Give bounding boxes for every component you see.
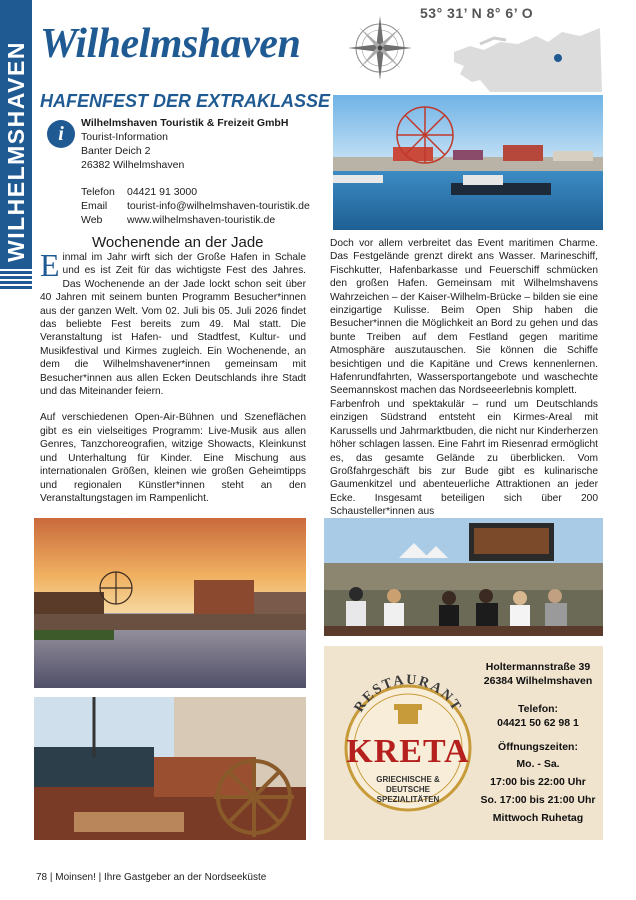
vertical-city-title: WILHELMSHAVEN: [3, 41, 29, 262]
organization-name: Wilhelmshaven Touristik & Freizeit GmbH: [81, 117, 289, 129]
restaurant-kreta-ad[interactable]: [324, 646, 603, 840]
web-link[interactable]: www.wilhelmshaven-touristik.de: [127, 214, 276, 226]
ad-closed-day: Mittwoch Ruhetag: [492, 812, 584, 824]
ad-subtitle-3: SPEZIALITÄTEN: [376, 795, 440, 804]
article-paragraph: Doch vor allem verbreitet das Event maritimen Charme. Das Festgelände grenzt direkt ans Wasser. Marineschiff, Fischkutter, Hafenbarkasse und Feuerschiff schmücken den großen Hafen. Gemeinsam mit Wilhelmshavens Wahrzeichen – der Kaiser-Wilhelm-Brücke – bilden sie eine einzigartige Kulisse. Beim Open Ship haben die Besucher*innen die Möglichkeit an Bord zu gehen und das bunte Treiben auf dem Festland gegen maritime Atmosphäre auszutauschen. Sie können die Schiffe besichtigen und die Kapitäne und Crews kennenlernen. Hafenrundfahrten, Wassersportangebote und waschechte Seemannskost machen das Nordseeerlebnis komplett.: [330, 238, 599, 397]
coordinates-text: 53° 31’ N 8° 6’ O: [420, 5, 534, 21]
festival-stage-photo: [324, 518, 603, 636]
ad-city: 26384 Wilhelmshaven: [483, 675, 593, 687]
email-link[interactable]: tourist-info@wilhelmshaven-touristik.de: [127, 200, 310, 212]
article-column-right: [330, 237, 598, 519]
sidebar-stripes: [0, 266, 32, 290]
section-subhead: Wochenende an der Jade: [92, 234, 264, 251]
article-headline: HAFENFEST DER EXTRAKLASSE: [40, 91, 331, 111]
article-paragraph: Auf verschiedenen Open-Air-Bühnen und Szeneflächen gibt es ein vielseitiges Programm: Live-Musik aus allen Genres, Tanzchoreografien, witzige Showacts, Kleinkunst und Unterhaltung für Kinder. Eine Mischung aus internationalen Größen, kleinen wie großen Geheimtipps und regionalen Künstler*innen steht an den Veranstaltungstagen im Rampenlicht.: [40, 412, 306, 504]
phone-label: Telefon: [81, 186, 115, 198]
ad-street: Holtermannstraße 39: [485, 661, 591, 673]
ad-details: [476, 660, 600, 825]
contact-block: [81, 116, 288, 172]
article-paragraph: [40, 247, 306, 398]
ad-hours-sunday: So. 17:00 bis 21:00 Uhr: [480, 794, 596, 806]
city-title: Wilhelmshaven: [40, 21, 301, 67]
ad-subtitle-1: GRIECHISCHE &: [376, 775, 440, 784]
restaurant-kreta-logo: [338, 666, 478, 832]
ad-hours-weekday: 17:00 bis 22:00 Uhr: [490, 776, 586, 788]
ad-phone-label: Telefon:: [517, 703, 559, 715]
ad-restaurant-word: RESTAURANT: [351, 672, 465, 716]
article-paragraph: Farbenfroh und spektakulär – rund um Deutschlands einzigen Südstrand entsteht ein Kirmes-Areal mit Karussells und Jahrmarktbuden, die nicht nur Kinderherzen höher schlagen lassen. Eine Fahrt im Riesenrad ermöglicht es, das gesamte Gelände zu überblicken. Vom Großfahrgeschäft bis zur Bude gibt es kulinarische Gaumenkitzel und abenteuerliche Attraktionen an jeder Ecke. Insgesamt beteiligen sich über 200 Schausteller*innen aus: [330, 398, 598, 518]
sunset-harbor-photo: [34, 518, 306, 688]
info-icon: i: [47, 120, 75, 148]
ad-phone[interactable]: 04421 50 62 98 1: [497, 717, 579, 729]
paragraph-text: inmal im Jahr wirft sich der Große Hafen in Schale und es ist Zeit für das wichtigste Fest des Jahres. Das Wochenende an der Jade lockt schon seit über 40 Jahren mit seinem bunten Programm Besucher*innen aus der ganzen Welt. Vom 02. Juli bis 05. Juli 2026 findet das beliebte Fest bereits zum 49. Mal statt. Die Veranstaltung ist Hafen- und Stadtfest, Kultur- und Musikfestival und Kirmes zugleich. Ein Wochenende, an dem die Wilhelmshavener*innen gemeinsam mit Besucher*innen aus allen Ecken Deutschlands ihre Stadt und das Miteinander feiern.: [40, 252, 306, 398]
ad-subtitle-2: DEUTSCHE: [385, 785, 431, 794]
phone-number[interactable]: 04421 91 3000: [127, 186, 198, 198]
page-footer: 78 | Moinsen! | Ihre Gastgeber an der Nordseeküste: [36, 872, 267, 883]
article-column-left: [40, 247, 306, 505]
ad-kreta-name: KRETA: [346, 733, 470, 770]
contact-street: Banter Deich 2: [81, 145, 151, 157]
email-label: Email: [81, 200, 108, 212]
region-map-icon: [450, 22, 604, 92]
drop-cap: E: [40, 247, 60, 283]
ad-hours-label: Öffnungszeiten:: [498, 741, 578, 753]
compass-rose-icon: [346, 14, 414, 82]
contact-line: Tourist-Information: [81, 131, 168, 143]
ad-days: Mo. - Sa.: [516, 758, 560, 770]
web-label: Web: [81, 214, 103, 226]
contact-city: 26382 Wilhelmshaven: [81, 159, 185, 171]
harbor-ferris-wheel-photo: [333, 95, 603, 230]
sailing-ship-deck-photo: [34, 697, 306, 840]
contact-details: [81, 185, 310, 227]
